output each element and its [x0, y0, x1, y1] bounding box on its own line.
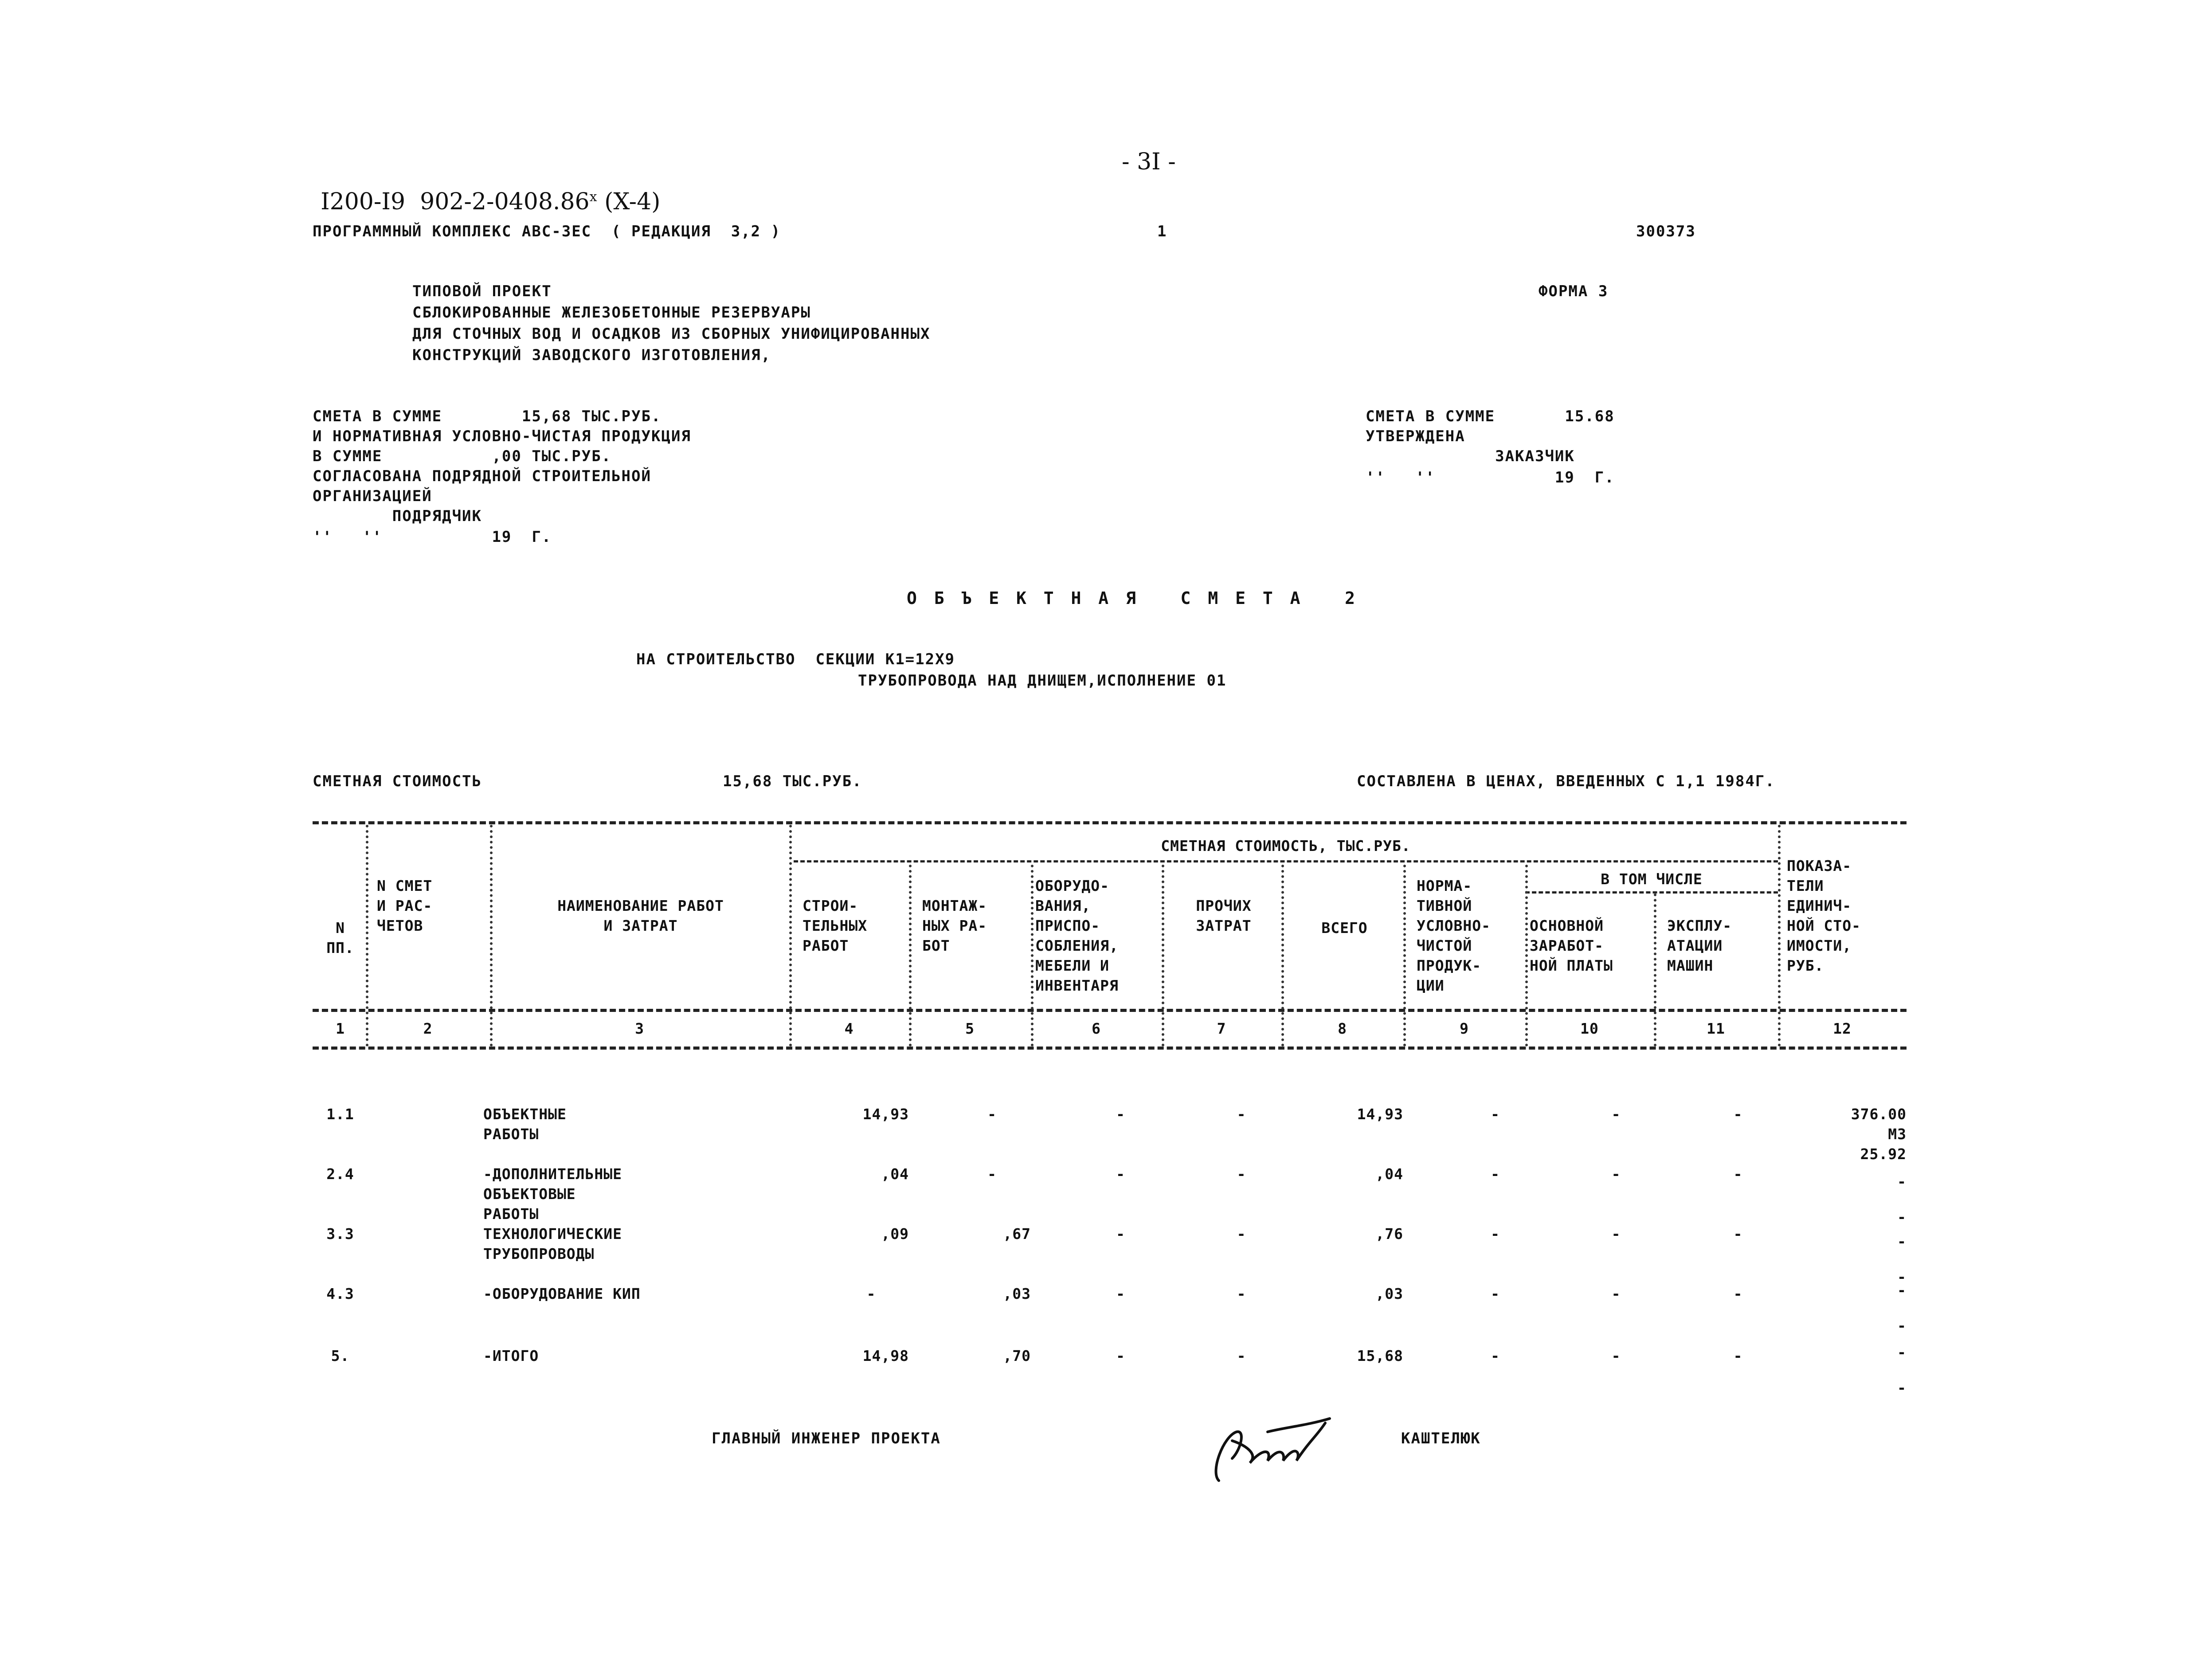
customer-label: ЗАКАЗЧИК [1366, 447, 1575, 465]
row-normative: - [1491, 1165, 1500, 1183]
row-total: 15,68 [1357, 1347, 1403, 1364]
project-line-2: СБЛОКИРОВАННЫЕ ЖЕЛЕЗОБЕТОННЫЕ РЕЗЕРВУАРЫ [412, 304, 811, 321]
row-total: ,03 [1375, 1285, 1403, 1302]
col-number: 10 [1580, 1020, 1599, 1037]
doc-code-suffix: (X-4) [597, 188, 661, 215]
row-name: -ДОПОЛНИТЕЛЬНЫЕ ОБЪЕКТОВЫЕ РАБОТЫ [483, 1165, 622, 1223]
approved-label: УТВЕРЖДЕНА [1366, 427, 1465, 445]
col-number: 11 [1707, 1020, 1725, 1037]
row-total: ,04 [1375, 1165, 1403, 1183]
project-line-4: КОНСТРУКЦИЙ ЗАВОДСКОГО ИЗГОТОВЛЕНИЯ, [412, 346, 771, 364]
row-installation: ,70 [1003, 1347, 1031, 1364]
contractor-label: ПОДРЯДЧИК [313, 507, 482, 525]
signature [1197, 1397, 1330, 1486]
group-header-estimated-cost: СМЕТНАЯ СТОИМОСТЬ, ТЫС.РУБ. [1161, 837, 1411, 854]
row-name: -ИТОГО [483, 1347, 539, 1364]
row-number: 5. [331, 1347, 350, 1364]
col-divider [366, 825, 368, 1047]
subtitle-line-2: ТРУБОПРОВОДА НАД ДНИЩЕМ,ИСПОЛНЕНИЕ 01 [858, 672, 1227, 690]
col-header-normative: НОРМА- ТИВНОЙ УСЛОВНО- ЧИСТОЙ ПРОДУК- ЦИИ [1417, 877, 1491, 994]
row-name: ОБЪЕКТНЫЕ РАБОТЫ [483, 1105, 567, 1143]
row-equipment: - [1116, 1225, 1125, 1243]
program-line: ПРОГРАММНЫЙ КОМПЛЕКС АВС-ЗЕС ( РЕДАКЦИЯ 3,2 ) [313, 223, 781, 240]
page-number: - 3I - [1122, 149, 1176, 175]
row-construction: 14,98 [862, 1347, 909, 1364]
col-header-n: N ПП. [326, 919, 354, 956]
col-divider [789, 825, 792, 1047]
col-number: 7 [1217, 1020, 1226, 1037]
row-machines: - [1733, 1285, 1743, 1302]
row-equipment: - [1116, 1285, 1125, 1302]
col-header-installation: МОНТАЖ- НЫХ РА- БОТ [922, 897, 987, 954]
row-salary: - [1611, 1347, 1621, 1364]
row-normative: - [1491, 1105, 1500, 1123]
row-number: 4.3 [326, 1285, 354, 1302]
form-label: ФОРМА 3 [1539, 282, 1609, 300]
row-construction: ,04 [881, 1165, 909, 1183]
row-normative: - [1491, 1347, 1500, 1364]
subtitle-line-1: НА СТРОИТЕЛЬСТВО СЕКЦИИ К1=12Х9 [636, 651, 955, 668]
organization-line: ОРГАНИЗАЦИЕЙ [313, 487, 432, 505]
row-unit-cost: - - [1897, 1173, 1907, 1226]
col-header-estimates: N СМЕТ И РАС- ЧЕТОВ [377, 877, 433, 934]
column-numbers-rule [313, 1047, 1907, 1050]
row-name: ТЕХНОЛОГИЧЕСКИЕ ТРУБОПРОВОДЫ [483, 1225, 622, 1262]
row-salary: - [1611, 1105, 1621, 1123]
row-unit-cost: - - [1897, 1233, 1907, 1286]
row-total: ,76 [1375, 1225, 1403, 1243]
incl-header-rule [1525, 891, 1778, 894]
row-salary: - [1611, 1225, 1621, 1243]
col-header-name: НАИМЕНОВАНИЕ РАБОТ И ЗАТРАТ [557, 897, 724, 934]
row-installation: - [987, 1105, 997, 1123]
row-machines: - [1733, 1347, 1743, 1364]
estimate-sum-line: СМЕТА В СУММЕ 15,68 ТЫС.РУБ. [313, 408, 662, 425]
row-unit-cost: - - [1897, 1282, 1907, 1334]
col-number: 8 [1338, 1020, 1347, 1037]
col-number: 2 [423, 1020, 433, 1037]
row-total: 14,93 [1357, 1105, 1403, 1123]
col-header-unit-cost: ПОКАЗА- ТЕЛИ ЕДИНИЧ- НОЙ СТО- ИМОСТИ, РУБ. [1787, 857, 1861, 974]
row-equipment: - [1116, 1165, 1125, 1183]
normative-sum-line: В СУММЕ ,00 ТЫС.РУБ. [313, 447, 612, 465]
row-normative: - [1491, 1285, 1500, 1302]
row-other: - [1237, 1285, 1246, 1302]
row-equipment: - [1116, 1347, 1125, 1364]
row-other: - [1237, 1347, 1246, 1364]
chief-engineer-label: ГЛАВНЫЙ ИНЖЕНЕР ПРОЕКТА [712, 1430, 941, 1447]
sheet-number: 1 [1157, 223, 1167, 240]
row-construction: - [866, 1285, 876, 1302]
col-number: 6 [1092, 1020, 1101, 1037]
table-top-rule [313, 821, 1907, 824]
row-construction: ,09 [881, 1225, 909, 1243]
col-number: 9 [1460, 1020, 1469, 1037]
prices-note: СОСТАВЛЕНА В ЦЕНАХ, ВВЕДЕННЫХ С 1,1 1984Г. [1357, 772, 1775, 790]
row-other: - [1237, 1165, 1246, 1183]
doc-code-superscript: x [589, 189, 597, 205]
col-header-salary: ОСНОВНОЙ ЗАРАБОТ- НОЙ ПЛАТЫ [1530, 917, 1613, 974]
chief-engineer-name: КАШТЕЛЮК [1401, 1430, 1481, 1447]
col-divider [1778, 825, 1781, 1047]
estimated-cost-label: СМЕТНАЯ СТОИМОСТЬ [313, 772, 482, 790]
row-number: 3.3 [326, 1225, 354, 1243]
estimated-cost-value: 15,68 ТЫС.РУБ. [723, 772, 862, 790]
row-installation: - [987, 1165, 997, 1183]
row-machines: - [1733, 1165, 1743, 1183]
row-machines: - [1733, 1105, 1743, 1123]
row-salary: - [1611, 1165, 1621, 1183]
customer-date: '' '' 19 Г. [1366, 469, 1615, 486]
document-id: 300373 [1636, 223, 1696, 240]
doc-code: I200-I9 902-2-0408.86 [321, 188, 590, 215]
col-header-machines: ЭКСПЛУ- АТАЦИИ МАШИН [1667, 917, 1732, 974]
group-header-rule [794, 860, 1778, 862]
row-equipment: - [1116, 1105, 1125, 1123]
project-line-1: ТИПОВОЙ ПРОЕКТ [412, 282, 552, 300]
col-header-total: ВСЕГО [1321, 919, 1368, 937]
agreed-line: СОГЛАСОВАНА ПОДРЯДНОЙ СТРОИТЕЛЬНОЙ [313, 467, 651, 485]
row-number: 1.1 [326, 1105, 354, 1123]
approved-sum-line: СМЕТА В СУММЕ 15.68 [1366, 408, 1615, 425]
col-number: 12 [1833, 1020, 1852, 1037]
row-number: 2.4 [326, 1165, 354, 1183]
col-divider [490, 825, 493, 1047]
row-unit-cost: - - [1897, 1344, 1907, 1396]
row-other: - [1237, 1225, 1246, 1243]
row-name: -ОБОРУДОВАНИЕ КИП [483, 1285, 641, 1302]
col-number: 3 [635, 1020, 644, 1037]
project-line-3: ДЛЯ СТОЧНЫХ ВОД И ОСАДКОВ ИЗ СБОРНЫХ УНИФИЦИРОВАННЫХ [412, 325, 931, 343]
row-machines: - [1733, 1225, 1743, 1243]
col-header-equipment: ОБОРУДО- ВАНИЯ, ПРИСПО- СОБЛЕНИЯ, МЕБЕЛИ И ИНВЕНТАРЯ [1035, 877, 1119, 994]
row-unit-cost: 376.00 М3 25.92 [1851, 1105, 1907, 1163]
col-number: 5 [965, 1020, 975, 1037]
row-installation: ,03 [1003, 1285, 1031, 1302]
col-header-construction: СТРОИ- ТЕЛЬНЫХ РАБОТ [803, 897, 868, 954]
contractor-date: '' '' 19 Г. [313, 528, 552, 546]
row-installation: ,67 [1003, 1225, 1031, 1243]
row-construction: 14,93 [862, 1105, 909, 1123]
col-number: 4 [844, 1020, 854, 1037]
col-header-other: ПРОЧИХ ЗАТРАТ [1196, 897, 1252, 934]
row-normative: - [1491, 1225, 1500, 1243]
col-number: 1 [336, 1020, 345, 1037]
row-other: - [1237, 1105, 1246, 1123]
row-salary: - [1611, 1285, 1621, 1302]
normative-production-line: И НОРМАТИВНАЯ УСЛОВНО-ЧИСТАЯ ПРОДУКЦИЯ [313, 427, 691, 445]
header-bottom-rule [313, 1009, 1907, 1012]
group-header-including: В ТОМ ЧИСЛЕ [1601, 870, 1703, 888]
document-title: О Б Ъ Е К Т Н А Я С М Е Т А 2 [907, 588, 1359, 608]
